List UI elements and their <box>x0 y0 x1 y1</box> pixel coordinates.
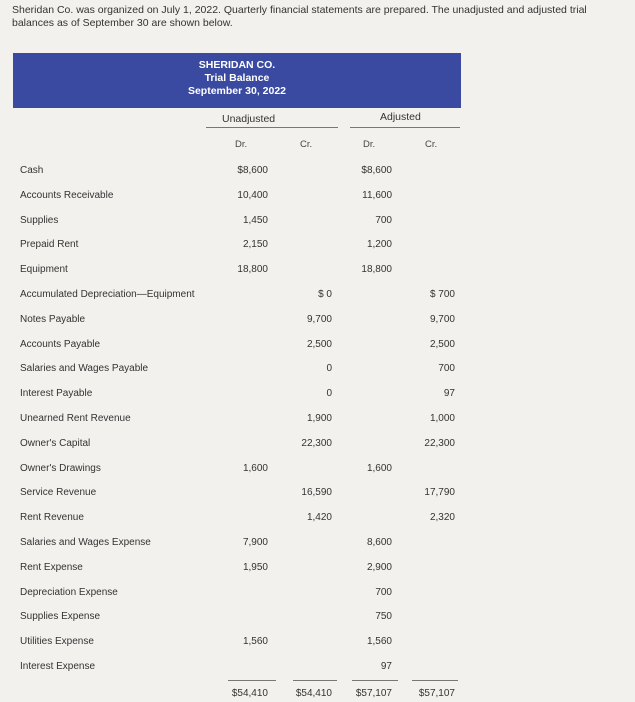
adjusted-cr-amount: 2,320 <box>429 512 455 524</box>
unadjusted-dr-amount: 1,600 <box>242 462 268 474</box>
account-name: Cash <box>20 165 44 176</box>
adjusted-dr-amount: 1,200 <box>366 239 392 251</box>
unadjusted-cr-amount: 9,700 <box>306 313 332 325</box>
adjusted-cr-amount: 9,700 <box>429 313 455 325</box>
total-unadjusted-dr: $54,410 <box>231 688 268 699</box>
adjusted-cr-amount: 22,300 <box>424 437 455 449</box>
unadjusted-dr-amount: $8,600 <box>237 165 268 176</box>
account-name: Unearned Rent Revenue <box>20 413 131 424</box>
unadjusted-dr-amount: 18,800 <box>237 264 268 276</box>
total-rule-adjusted-cr <box>412 680 458 681</box>
adjusted-dr-amount: 750 <box>375 611 392 623</box>
unadjusted-dr-amount: 2,150 <box>242 239 268 251</box>
statement-title: Trial Balance <box>204 72 270 84</box>
account-name: Supplies Expense <box>20 611 101 623</box>
account-name: Equipment <box>20 264 68 276</box>
account-name: Utilities Expense <box>20 636 94 648</box>
account-name: Accumulated Depreciation—Equipment <box>20 289 195 300</box>
adjusted-dr-amount: 700 <box>375 586 392 598</box>
account-name: Supplies <box>20 214 59 226</box>
total-rule-unadjusted-cr <box>293 680 337 681</box>
account-name: Owner's Drawings <box>20 462 101 474</box>
table-row <box>0 289 635 307</box>
table-row <box>0 562 635 580</box>
adjusted-column-header: Adjusted <box>380 111 421 123</box>
account-name: Owner's Capital <box>20 437 91 449</box>
unadjusted-cr-amount: 16,590 <box>301 487 332 499</box>
account-name: Notes Payable <box>20 313 86 325</box>
unadjusted-dr-header: Dr. <box>235 139 248 150</box>
adjusted-dr-amount: 2,900 <box>366 561 392 573</box>
adjusted-cr-amount: 700 <box>438 363 455 375</box>
unadjusted-cr-amount: 2,500 <box>306 338 332 350</box>
table-row <box>0 239 635 257</box>
adjusted-cr-amount: 97 <box>443 388 455 400</box>
total-adjusted-cr: $57,107 <box>418 688 455 699</box>
adjusted-dr-amount: $8,600 <box>361 165 392 176</box>
adjusted-dr-amount: 700 <box>375 214 392 226</box>
table-row <box>0 388 635 406</box>
adjusted-dr-header: Dr. <box>363 139 376 150</box>
company-name: SHERIDAN CO. <box>198 59 276 71</box>
adjusted-dr-amount: 97 <box>380 661 392 672</box>
total-unadjusted-cr: $54,410 <box>295 688 332 699</box>
table-row <box>0 363 635 381</box>
table-row <box>0 463 635 481</box>
adjusted-cr-amount: 17,790 <box>424 487 455 499</box>
unadjusted-cr-amount: 1,420 <box>306 512 332 524</box>
account-name: Salaries and Wages Expense <box>20 537 151 548</box>
account-name: Prepaid Rent <box>20 239 79 251</box>
account-name: Accounts Payable <box>20 338 101 350</box>
adjusted-dr-amount: 1,600 <box>366 462 392 474</box>
adjusted-dr-amount: 8,600 <box>366 537 392 548</box>
table-row <box>0 264 635 282</box>
table-row <box>0 314 635 332</box>
adjusted-header-rule <box>350 127 460 128</box>
total-adjusted-dr: $57,107 <box>355 688 392 699</box>
trial-balance-header <box>13 53 461 108</box>
account-name: Interest Expense <box>20 661 96 672</box>
account-name: Salaries and Wages Payable <box>20 363 149 375</box>
unadjusted-dr-amount: 7,900 <box>242 537 268 548</box>
total-rule-adjusted-dr <box>352 680 398 681</box>
unadjusted-cr-header: Cr. <box>300 139 313 150</box>
account-name: Interest Payable <box>20 388 93 400</box>
account-name: Rent Expense <box>20 561 83 573</box>
table-row <box>0 487 635 505</box>
unadjusted-cr-amount: 0 <box>326 363 332 375</box>
table-row <box>0 661 635 679</box>
unadjusted-cr-amount: 1,900 <box>306 413 332 424</box>
unadjusted-dr-amount: 10,400 <box>237 189 268 201</box>
adjusted-cr-header: Cr. <box>425 139 438 150</box>
adjusted-cr-amount: 1,000 <box>429 413 455 424</box>
unadjusted-cr-amount: $ 0 <box>318 289 332 300</box>
unadjusted-dr-amount: 1,560 <box>242 636 268 648</box>
table-row <box>0 215 635 233</box>
adjusted-cr-amount: $ 700 <box>429 289 455 300</box>
problem-intro-text: Sheridan Co. was organized on July 1, 2022. Quarterly financial statements are prepared. The unadjusted and adjusted trial balances as of September 30 are shown below. <box>12 4 587 29</box>
table-row <box>0 190 635 208</box>
unadjusted-header-rule <box>206 127 338 128</box>
adjusted-dr-amount: 18,800 <box>361 264 392 276</box>
total-rule-unadjusted-dr <box>228 680 276 681</box>
unadjusted-cr-amount: 0 <box>326 388 332 400</box>
unadjusted-cr-amount: 22,300 <box>301 437 332 449</box>
unadjusted-dr-amount: 1,450 <box>242 214 268 226</box>
account-name: Rent Revenue <box>20 512 84 524</box>
account-name: Depreciation Expense <box>20 586 118 598</box>
table-row <box>0 165 635 183</box>
unadjusted-column-header: Unadjusted <box>222 113 276 125</box>
account-name: Service Revenue <box>20 487 97 499</box>
adjusted-dr-amount: 1,560 <box>366 636 392 648</box>
statement-date: September 30, 2022 <box>187 85 287 97</box>
adjusted-cr-amount: 2,500 <box>429 338 455 350</box>
table-row <box>0 438 635 456</box>
table-row <box>0 339 635 357</box>
adjusted-dr-amount: 11,600 <box>362 189 392 201</box>
account-name: Accounts Receivable <box>20 189 114 201</box>
table-row <box>0 636 635 654</box>
table-row <box>0 413 635 431</box>
table-row <box>0 587 635 605</box>
table-row <box>0 537 635 555</box>
table-row <box>0 611 635 629</box>
unadjusted-dr-amount: 1,950 <box>242 561 268 573</box>
table-row <box>0 512 635 530</box>
